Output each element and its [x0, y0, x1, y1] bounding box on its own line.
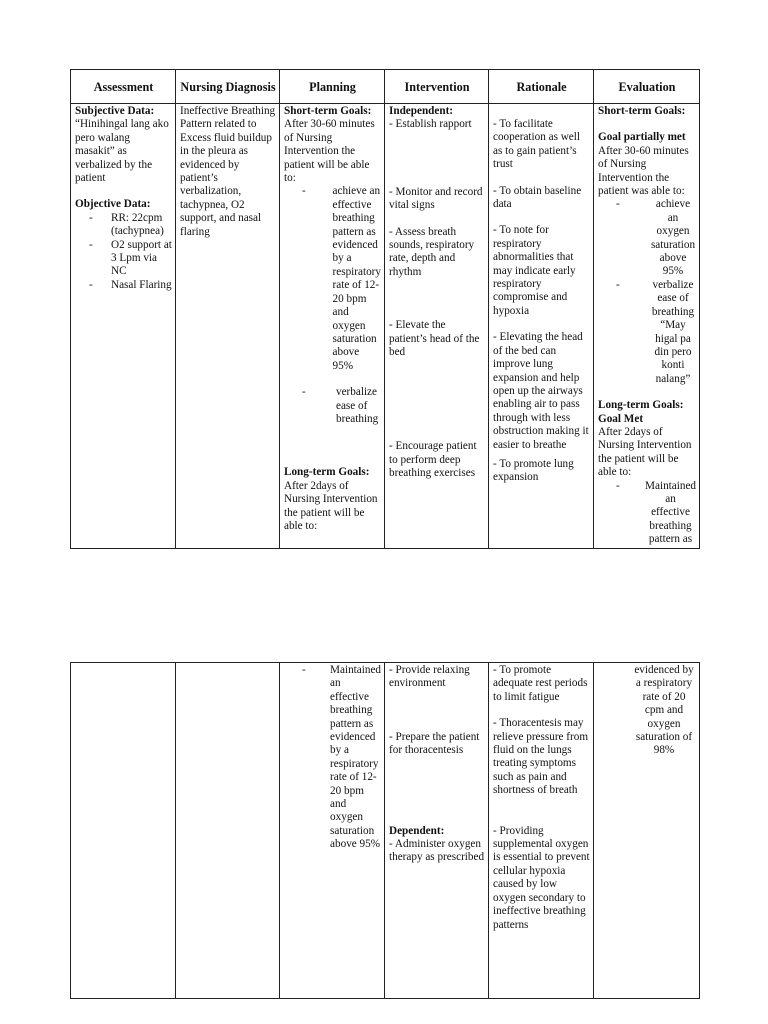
intervention-item: - Elevate the patient’s head of the bed	[389, 319, 480, 359]
rationale-item: - Thoracentesis may relieve pressure from fluid on the lungs treating symptoms such as pain and shortness of breath	[493, 717, 589, 797]
header-assessment: Assessment	[71, 70, 176, 104]
intervention-item: - Monitor and record vital signs	[389, 185, 483, 212]
intervention-item: - Prepare the patient for thoracentesis	[389, 730, 480, 757]
list-item: - achieve an effective breathing pattern as evidenced by a respiratory rate of 12-20 bpm and oxygen saturation above 95%	[302, 185, 381, 372]
evaluation-cell	[594, 104, 700, 549]
diagnosis-cell	[176, 104, 280, 549]
header-row	[71, 70, 700, 104]
header-planning: Planning	[280, 70, 385, 104]
short-term-goals-text: After 30-60 minutes of Nursing Intervention the patient will be able to:	[284, 118, 375, 185]
subjective-text: “Hinihingal lang ako pero walang masakit” as verbalized by the patient	[75, 118, 169, 185]
table-row	[71, 104, 700, 549]
rationale-cell	[489, 663, 594, 999]
long-term-goals-text: After 2days of Nursing Intervention the patient will be able to:	[284, 479, 378, 532]
rationale-item: - Providing supplemental oxygen is essential to prevent cellular hypoxia caused by low oxygen secondary to ineffective breathing patterns	[493, 824, 590, 931]
rationale-item: - To note for respiratory abnormalities that may indicate early respiratory compromise and hypoxia	[493, 224, 576, 317]
goal-status-badge: Goal Met	[598, 412, 644, 425]
evaluation-cell	[594, 663, 700, 999]
rationale-item: - To facilitate cooperation as well as to gain patient’s trust	[493, 118, 580, 171]
objective-label: Objective Data:	[75, 198, 151, 211]
list-item: - RR: 22cpm (tachypnea)	[89, 211, 164, 238]
header-intervention: Intervention	[385, 70, 489, 104]
list-item: - verbalize ease of breathing “May higal pa din pero konti nalang”	[616, 278, 695, 385]
rationale-item: - To obtain baseline data	[493, 184, 582, 211]
list-item: - O2 support at 3 Lpm via NC	[89, 238, 172, 278]
evaluation-text: evidenced by a respiratory rate of 20 cpm and oxygen saturation of 98%	[634, 664, 694, 757]
evaluation-long-label: Long-term Goals:	[598, 399, 684, 412]
evaluation-short-label: Short-term Goals:	[598, 105, 686, 117]
list-item: - verbalize ease of breathing	[302, 386, 379, 425]
independent-label: Independent:	[389, 105, 454, 117]
header-rationale: Rationale	[489, 70, 594, 104]
rationale-item: - To promote adequate rest periods to limit fatigue	[493, 664, 588, 703]
planning-cell	[280, 663, 385, 999]
evaluation-text: After 2days of Nursing Intervention the patient will be able to:	[598, 425, 692, 479]
planning-cell	[280, 104, 385, 549]
intervention-item: - Provide relaxing environment	[389, 664, 470, 690]
care-plan-table-page-2	[70, 662, 700, 999]
diagnosis-text: Ineffective Breathing Pattern related to Excess fluid buildup in the pleura as evidenced by patient’s verbalization, tachypnea, O2 support, and nasal flaring	[180, 105, 276, 238]
goal-status-badge: Goal partially met	[598, 131, 686, 144]
evaluation-text: After 30-60 minutes of Nursing Intervention the patient was able to:	[598, 144, 689, 198]
table-row	[71, 663, 700, 999]
long-term-goals-label: Long-term Goals:	[284, 466, 370, 479]
intervention-item: - Encourage patient to perform deep breathing exercises	[389, 440, 477, 480]
rationale-item: - To promote lung expansion	[493, 457, 574, 484]
dependent-label: Dependent:	[389, 824, 445, 837]
list-item: - Maintained an effective breathing pattern as	[616, 479, 696, 546]
list-item: - Maintained an effective breathing pattern as evidenced by a respiratory rate of 12-20 bpm and oxygen saturation above 95%	[302, 664, 381, 851]
assessment-cell	[71, 663, 176, 999]
list-item: - achieve an oxygen saturation above 95%	[616, 198, 696, 278]
short-term-goals-label: Short-term Goals:	[284, 105, 372, 117]
intervention-cell	[385, 104, 489, 549]
intervention-cell	[385, 663, 489, 999]
header-nursing-diagnosis: Nursing Diagnosis	[176, 70, 280, 104]
subjective-label: Subjective Data:	[75, 105, 155, 117]
header-evaluation: Evaluation	[594, 70, 700, 104]
intervention-item: - Administer oxygen therapy as prescribed	[389, 838, 485, 864]
rationale-item: - Elevating the head of the bed can improve lung expansion and help open up the airways enabling air to pass through with less obstruction making it easier to breathe	[493, 331, 589, 451]
intervention-item: - Establish rapport	[389, 118, 472, 131]
diagnosis-cell	[176, 663, 280, 999]
list-item: - Nasal Flaring	[89, 278, 172, 291]
rationale-cell	[489, 104, 594, 549]
assessment-cell	[71, 104, 176, 549]
care-plan-table-page-1	[70, 69, 700, 549]
intervention-item: - Assess breath sounds, respiratory rate, depth and rhythm	[389, 225, 475, 278]
